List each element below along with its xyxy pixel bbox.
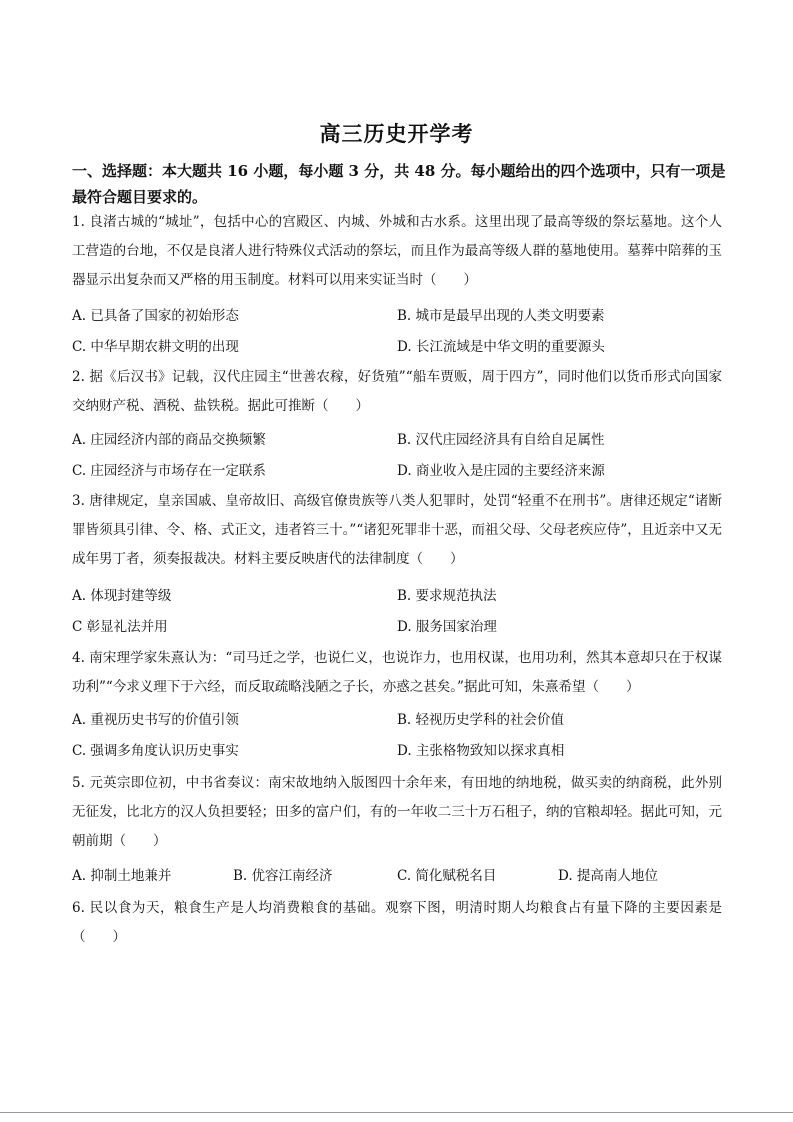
question-3-option-c: C 彰显礼法并用: [72, 619, 168, 635]
question-1-option-a: A. 已具备了国家的初始形态: [72, 308, 239, 324]
question-2-stem: 2. 据《后汉书》记载，汉代庄园主“世善农稼，好货殖”“船车贾贩，周于四方”，同时他们以货币形式向国家交纳财产税、酒税、盐铁税。据此可推断（ ）: [72, 369, 722, 414]
question-4-option-b: B. 轻视历史学科的社会价值: [397, 712, 565, 728]
page-bottom-rule: [0, 1112, 793, 1113]
question-2-option-d: D. 商业收入是庄园的主要经济来源: [397, 463, 605, 479]
question-1-option-b: B. 城市是最早出现的人类文明要素: [397, 308, 605, 324]
question-5-option-b: B. 优容江南经济: [233, 868, 333, 884]
question-5-option-c: C. 简化赋税名目: [397, 868, 497, 884]
question-3-stem: 3. 唐律规定，皇亲国戚、皇帝故旧、高级官僚贵族等八类人犯罪时，处罚“轻重不在刑书”。唐律还规定“诸断罪皆须具引律、令、格、式正文，违者笞三十。”“诸犯死罪非十恶，而祖父母、父母老疾应侍”，且近亲中又无成年男丁者，须奏报裁决。材料主要反映唐代的法律制度（ ）: [72, 493, 722, 567]
question-5-stem: 5. 元英宗即位初，中书省奏议：南宋故地纳入版图四十余年来，有田地的纳地税，做买卖的纳商税，此外别无征发，比北方的汉人负担要轻；田多的富户们，有的一年收二三十万石租子，纳的官粮却轻。据此可知，元朝前期（ ）: [72, 775, 722, 849]
question-4-option-a: A. 重视历史书写的价值引领: [72, 712, 239, 728]
question-2-option-a: A. 庄园经济内部的商品交换频繁: [72, 432, 266, 448]
question-4-option-c: C. 强调多角度认识历史事实: [72, 743, 239, 759]
question-5-option-a: A. 抑制土地兼并: [72, 868, 172, 884]
question-4-stem: 4. 南宋理学家朱熹认为：“司马迁之学，也说仁义，也说诈力，也用权谋，也用功利，然其本意却只在于权谋功利”“今求义理下于六经，而反取疏略浅陋之子长，亦惑之甚矣。”据此可知，朱熹希望（ ）: [72, 650, 722, 695]
exam-title: 高三历史开学考: [319, 121, 474, 146]
question-3-option-b: B. 要求规范执法: [397, 588, 497, 604]
question-2-option-c: C. 庄园经济与市场存在一定联系: [72, 463, 266, 479]
question-2-option-b: B. 汉代庄园经济具有自给自足属性: [397, 432, 605, 448]
question-1-option-c: C. 中华早期农耕文明的出现: [72, 339, 239, 355]
section-heading: 一、选择题：本大题共 16 小题，每小题 3 分，共 48 分。每小题给出的四个选项中，只有一项是最符合题目要求的。: [72, 162, 726, 206]
question-4-option-d: D. 主张格物致知以探求真相: [397, 743, 565, 759]
question-3-option-a: A. 体现封建等级: [72, 588, 172, 604]
question-3-option-d: D. 服务国家治理: [397, 619, 497, 635]
question-6-stem: 6. 民以食为天，粮食生产是人均消费粮食的基础。观察下图，明清时期人均粮食占有量下降的主要因素是（ ）: [72, 900, 722, 945]
question-5-option-d: D. 提高南人地位: [558, 868, 658, 884]
question-1-stem: 1. 良渚古城的“城址”，包括中心的宫殿区、内城、外城和古水系。这里出现了最高等级的祭坛墓地。这个人工营造的台地，不仅是良渚人进行特殊仪式活动的祭坛，而且作为最高等级人群的墓地使用。墓葬中陪葬的玉器显示出复杂而又严格的用玉制度。材料可以用来实证当时（ ）: [72, 214, 722, 288]
question-1-option-d: D. 长江流域是中华文明的重要源头: [397, 339, 605, 355]
